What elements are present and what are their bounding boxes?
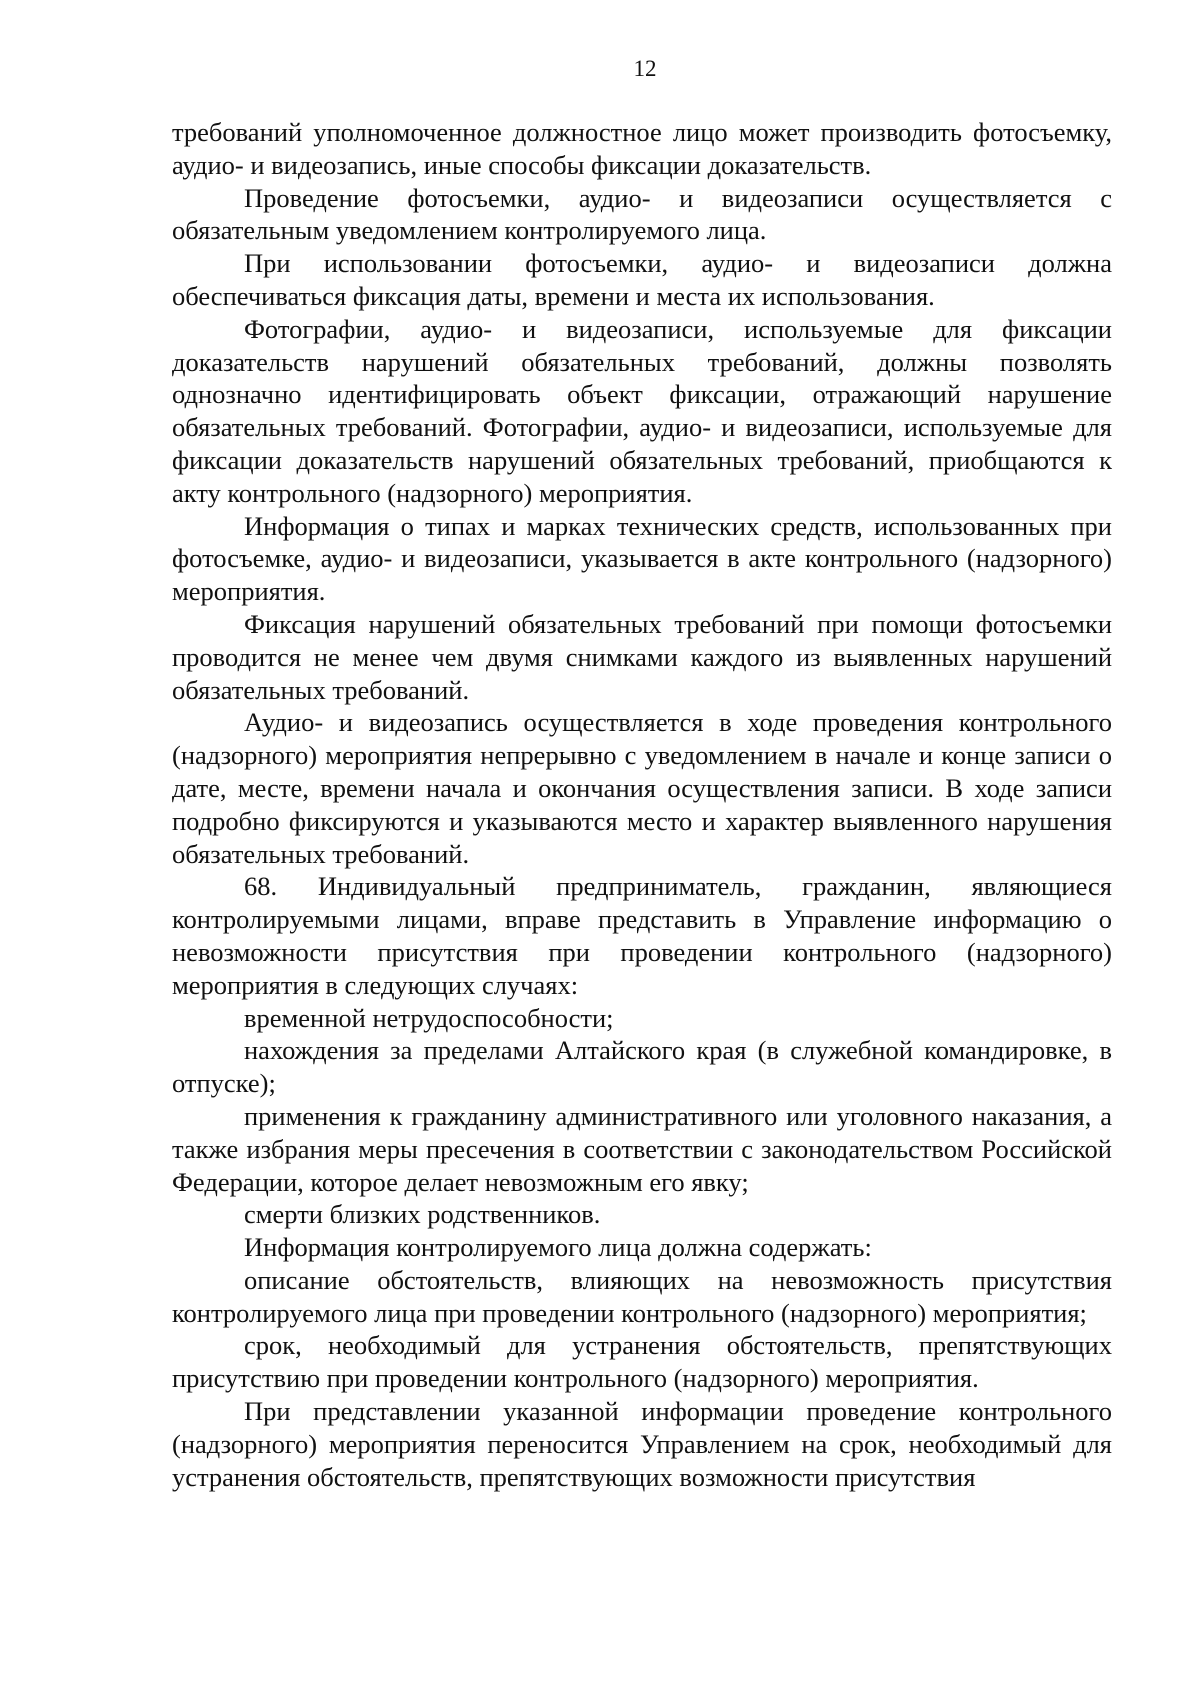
paragraph: 68. Индивидуальный предприниматель, гражданин, являющиеся контролируемыми лицами, вправе представить в Управление информацию о невозможности присутствия при проведении контрольного (надзорного) мероприятия в следующих случаях: xyxy=(172,871,1112,1000)
document-body xyxy=(172,116,1112,1493)
paragraph: Информация контролируемого лица должна содержать: xyxy=(244,1232,872,1263)
paragraph: применения к гражданину административного или уголовного наказания, а также избрания меры пресечения в соответствии с законодательством Российской Федерации, которое делает невозможным его явку; xyxy=(172,1100,1112,1197)
paragraph: Аудио- и видеозапись осуществляется в ходе проведения контрольного (надзорного) мероприятия непрерывно с уведомлением в начале и конце записи о дате, месте, времени начала и окончания осуществления записи. В ходе записи подробно фиксируются и указываются место и характер выявленного нарушения обязательных требований. xyxy=(172,707,1112,869)
paragraph: смерти близких родственников. xyxy=(244,1199,601,1230)
paragraph: требований уполномоченное должностное лицо может производить фотосъемку, аудио- и видеозапись, иные способы фиксации доказательств. xyxy=(172,117,1112,180)
paragraph: При представлении указанной информации проведение контрольного (надзорного) мероприятия переносится Управлением на срок, необходимый для устранения обстоятельств, препятствующих возможности присутствия xyxy=(172,1396,1112,1492)
paragraph: нахождения за пределами Алтайского края (в служебной командировке, в отпуске); xyxy=(172,1035,1112,1099)
page-number: 12 xyxy=(633,56,657,81)
paragraph: Проведение фотосъемки, аудио- и видеозаписи осуществляется с обязательным уведомлением контролируемого лица. xyxy=(172,182,1112,246)
paragraph: Информация о типах и марках технических средств, использованных при фотосъемке, аудио- и видеозаписи, указывается в акте контрольного (надзорного) мероприятия. xyxy=(172,510,1112,607)
paragraph: временной нетрудоспособности; xyxy=(244,1002,614,1033)
paragraph: При использовании фотосъемки, аудио- и видеозаписи должна обеспечиваться фиксация даты, времени и места их использования. xyxy=(172,248,1112,311)
paragraph: Фиксация нарушений обязательных требований при помощи фотосъемки проводится не менее чем двумя снимками каждого из выявленных нарушений обязательных требований. xyxy=(172,608,1112,705)
paragraph: описание обстоятельств, влияющих на невозможность присутствия контролируемого лица при проведении контрольного (надзорного) мероприятия; xyxy=(172,1264,1112,1328)
paragraph: срок, необходимый для устранения обстоятельств, препятствующих присутствию при проведении контрольного (надзорного) мероприятия. xyxy=(172,1330,1112,1394)
paragraph: Фотографии, аудио- и видеозаписи, используемые для фиксации доказательств нарушений обязательных требований, должны позволять однозначно идентифицировать объект фиксации, отражающий нарушение обязательных требований. Фотографии, аудио- и видеозаписи, используемые для фиксации доказательств нарушений обязательных требований, приобщаются к акту контрольного (надзорного) мероприятия. xyxy=(172,313,1112,508)
